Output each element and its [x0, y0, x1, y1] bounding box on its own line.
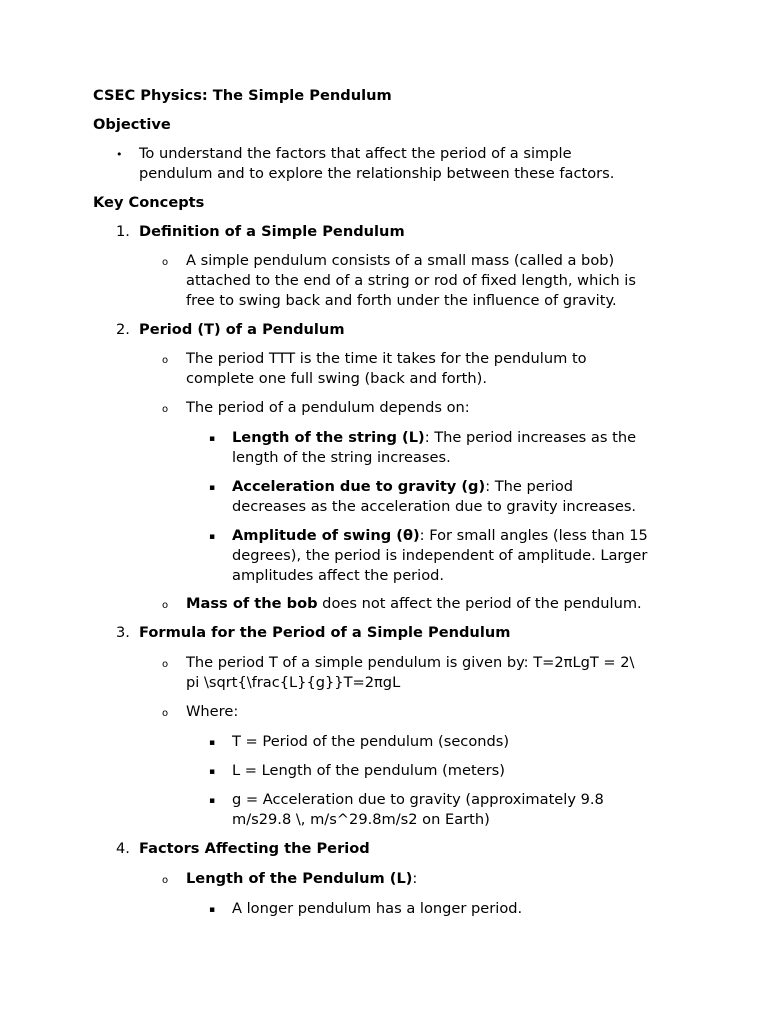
s4-item1-bold: Length of the Pendulum (L): [186, 870, 413, 887]
s2-item3-rest: does not affect the period of the pendulum.: [317, 595, 642, 612]
s2-sub3-rest: : For small angles (less than 15: [419, 527, 648, 544]
s2-item3-bold: Mass of the bob: [186, 595, 318, 612]
section-1-number: 1.: [116, 223, 130, 240]
section-1-title: Definition of a Simple Pendulum: [139, 223, 405, 240]
square-bullet: ▪: [209, 796, 216, 806]
s3-item2: Where:: [186, 703, 239, 720]
s3-sub1: T = Period of the pendulum (seconds): [232, 733, 510, 750]
s2-sub3-line-3: amplitudes affect the period.: [232, 567, 445, 584]
circle-bullet: o: [162, 355, 169, 366]
circle-bullet: o: [162, 875, 169, 886]
circle-bullet: o: [162, 708, 169, 719]
s4-sub1: A longer pendulum has a longer period.: [232, 900, 523, 917]
s2-item1-line-1: The period TTT is the time it takes for the pendulum to: [186, 350, 587, 367]
s4-item1: [186, 869, 417, 889]
objective-heading: Objective: [93, 116, 171, 133]
s2-item3: [186, 594, 642, 614]
s2-sub1-rest: : The period increases as the: [424, 429, 637, 446]
circle-bullet: o: [162, 404, 169, 415]
section-2-title: Period (T) of a Pendulum: [139, 321, 345, 338]
s2-sub2-bold: Acceleration due to gravity (g): [232, 478, 486, 495]
square-bullet: ▪: [209, 905, 216, 915]
s4-item1-rest: :: [412, 870, 418, 887]
square-bullet: ▪: [209, 738, 216, 748]
s3-item1-line-1: The period T of a simple pendulum is given by: T=2πLgT = 2\: [186, 654, 635, 671]
objective-line-1: To understand the factors that affect the period of a simple: [139, 145, 572, 162]
key-concepts-heading: Key Concepts: [93, 194, 205, 211]
s2-sub2-line-2: decreases as the acceleration due to gravity increases.: [232, 498, 637, 515]
circle-bullet: o: [162, 600, 169, 611]
page-title: CSEC Physics: The Simple Pendulum: [93, 87, 392, 104]
s2-sub2-line-1: [232, 477, 573, 497]
s2-item2: The period of a pendulum depends on:: [186, 399, 470, 416]
circle-bullet: o: [162, 659, 169, 670]
disc-bullet: •: [116, 148, 123, 161]
s2-sub3-line-1: [232, 526, 648, 546]
s2-sub2-rest: : The period: [485, 478, 574, 495]
s1-item1-line-2: attached to the end of a string or rod of fixed length, which is: [186, 272, 636, 289]
s2-sub1-line-2: length of the string increases.: [232, 449, 451, 466]
square-bullet: ▪: [209, 532, 216, 542]
square-bullet: ▪: [209, 483, 216, 493]
section-4-number: 4.: [116, 840, 130, 857]
s2-sub3-line-2: degrees), the period is independent of amplitude. Larger: [232, 547, 648, 564]
s2-sub1-bold: Length of the string (L): [232, 429, 425, 446]
s2-item1-line-2: complete one full swing (back and forth).: [186, 370, 487, 387]
square-bullet: ▪: [209, 434, 216, 444]
circle-bullet: o: [162, 257, 169, 268]
section-2-number: 2.: [116, 321, 130, 338]
s3-item1-line-2: pi \sqrt{\frac{L}{g}}T=2πgL: [186, 674, 401, 691]
s2-sub1-line-1: [232, 428, 636, 448]
section-3-number: 3.: [116, 624, 130, 641]
s3-sub2: L = Length of the pendulum (meters): [232, 762, 505, 779]
s1-item1-line-1: A simple pendulum consists of a small mass (called a bob): [186, 252, 615, 269]
section-4-title: Factors Affecting the Period: [139, 840, 370, 857]
s3-sub3-line-1: g = Acceleration due to gravity (approximately 9.8: [232, 791, 604, 808]
s3-sub3-line-2: m/s29.8 \, m/s^29.8m/s2 on Earth): [232, 811, 490, 828]
s2-sub3-bold: Amplitude of swing (θ): [232, 527, 420, 544]
section-3-title: Formula for the Period of a Simple Pendulum: [139, 624, 511, 641]
square-bullet: ▪: [209, 767, 216, 777]
objective-line-2: pendulum and to explore the relationship between these factors.: [139, 165, 615, 182]
s1-item1-line-3: free to swing back and forth under the influence of gravity.: [186, 292, 617, 309]
